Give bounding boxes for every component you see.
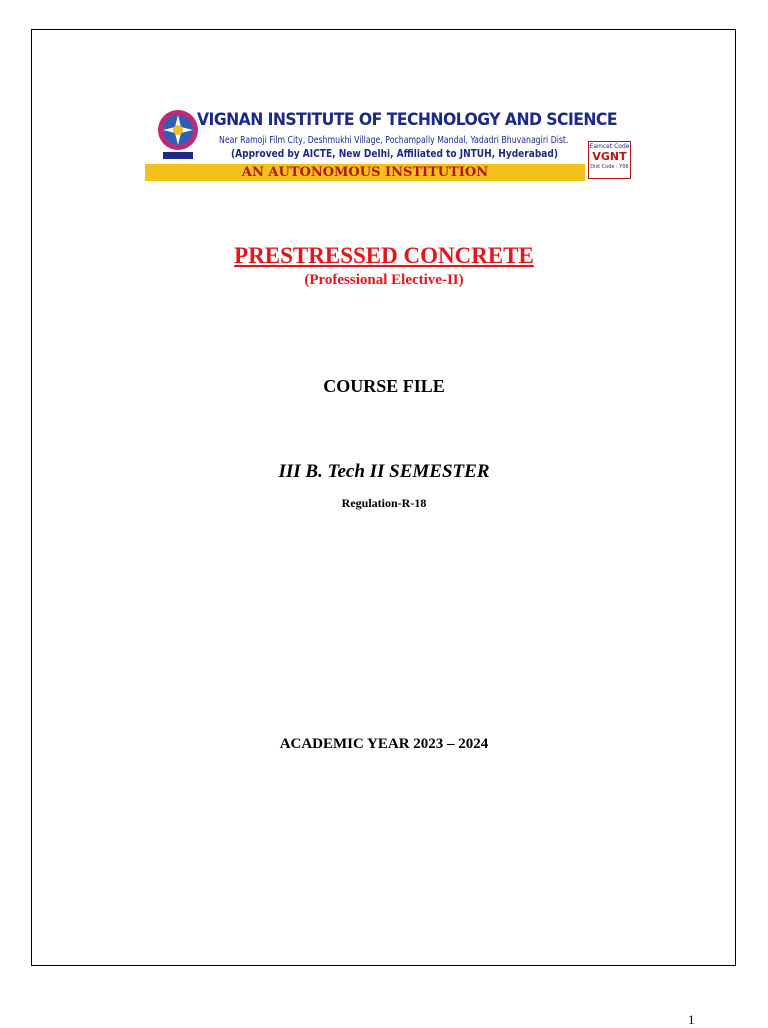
course-file-heading: COURSE FILE <box>323 376 445 396</box>
autonomous-label: AN AUTONOMOUS INSTITUTION <box>241 165 489 180</box>
academic-year: ACADEMIC YEAR 2023 – 2024 <box>279 736 489 752</box>
dist-code: Dist Code : Y06 <box>590 164 629 170</box>
eamcet-code-label: Eamcet Code <box>589 143 630 150</box>
course-title: PRESTRESSED CONCRETE <box>234 243 534 268</box>
institution-address: Near Ramoji Film City, Deshmukhi Village, Pochampally Mandal, Yadadri Bhuvanagiri Dist. <box>219 135 569 146</box>
regulation-label: Regulation-R-18 <box>341 496 427 510</box>
semester-label: III B. Tech II SEMESTER <box>278 461 490 482</box>
institution-approval: (Approved by AICTE, New Delhi, Affiliated to JNTUH, Hyderabad) <box>231 148 559 160</box>
page-number: 1 <box>688 1012 695 1027</box>
institution-banner <box>145 103 633 181</box>
institution-logo-icon <box>155 106 201 162</box>
eamcet-code-box <box>588 141 631 179</box>
institution-name: VIGNAN INSTITUTE OF TECHNOLOGY AND SCIENCE <box>197 110 617 130</box>
course-subtitle: (Professional Elective-II) <box>304 272 464 288</box>
eamcet-code-value: VGNT <box>592 150 627 163</box>
